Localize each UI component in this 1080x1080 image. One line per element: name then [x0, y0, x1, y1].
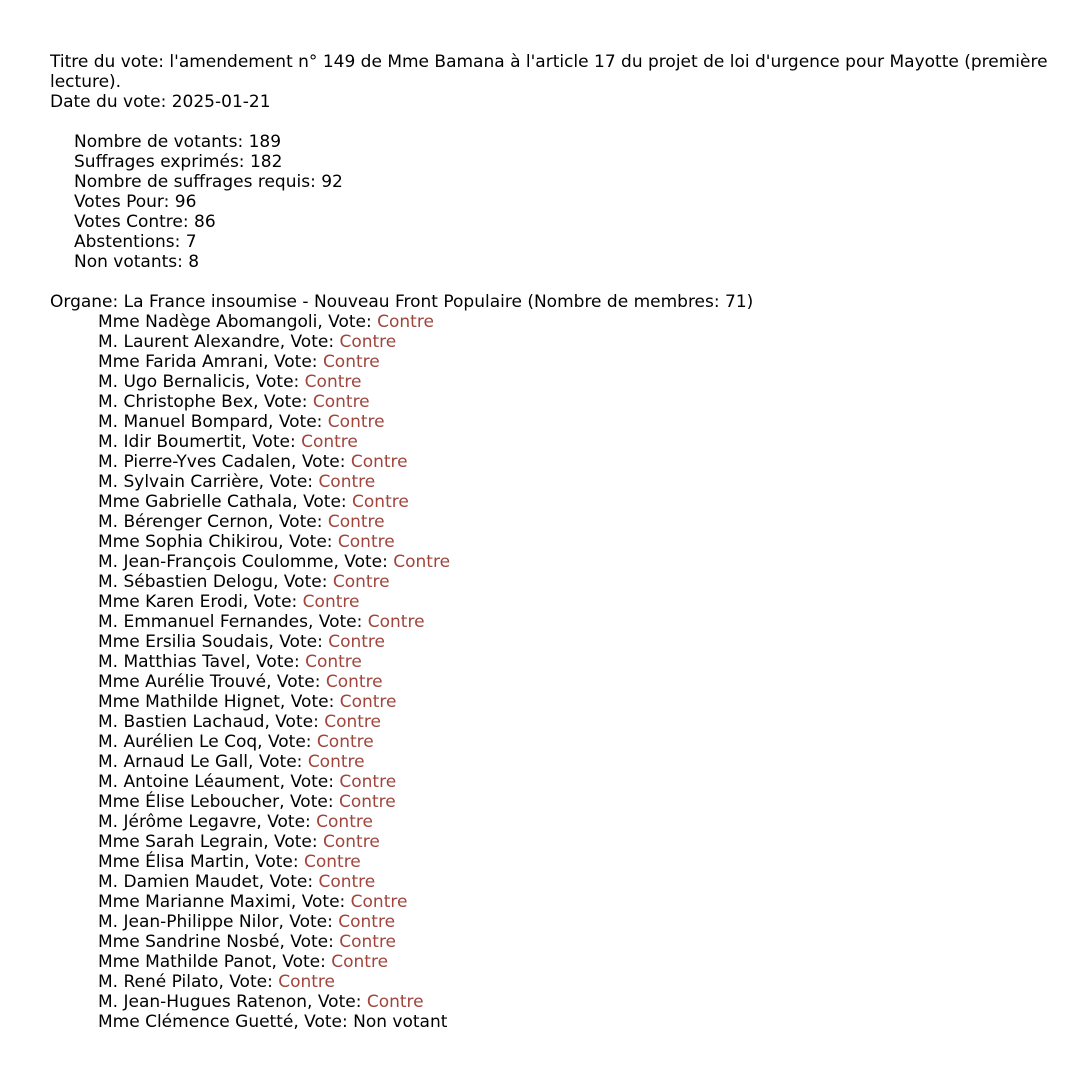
member-name: Mme Karen Erodi — [98, 592, 243, 612]
vote-stats — [50, 132, 1080, 272]
stat-value: 189 — [248, 132, 282, 152]
list-item: M. Matthias Tavel, Vote: Contre — [98, 652, 362, 672]
list-item: Mme Marianne Maximi, Vote: Contre — [98, 892, 408, 912]
member-name: M. Antoine Léaument — [98, 772, 280, 792]
vote-label: Vote: — [252, 432, 296, 452]
list-item: M. Antoine Léaument, Vote: Contre — [98, 772, 397, 792]
list-item: Mme Mathilde Hignet, Vote: Contre — [98, 692, 397, 712]
list-item: M. Arnaud Le Gall, Vote: Contre — [98, 752, 365, 772]
member-vote: Contre — [339, 932, 397, 952]
member-name: Mme Ersilia Soudais — [98, 632, 269, 652]
member-name: M. Emmanuel Fernandes — [98, 612, 308, 632]
member-name: Mme Aurélie Trouvé — [98, 672, 267, 692]
list-item: Mme Mathilde Panot, Vote: Contre — [98, 952, 389, 972]
member-vote: Contre — [305, 652, 362, 672]
organe-name: La France insoumise - Nouveau Front Populaire — [123, 292, 522, 312]
member-name: Mme Mathilde Panot — [98, 952, 272, 972]
list-item: M. Damien Maudet, Vote: Contre — [98, 872, 376, 892]
member-name: M. Bastien Lachaud — [98, 712, 265, 732]
member-name: Mme Élise Leboucher — [98, 792, 280, 812]
member-vote: Contre — [323, 832, 380, 852]
member-name: M. Pierre-Yves Cadalen — [98, 452, 292, 472]
vote-label: Vote: — [288, 532, 333, 552]
member-vote: Contre — [367, 612, 425, 632]
vote-label: Vote: — [301, 452, 346, 472]
list-item: M. Manuel Bompard, Vote: Contre — [98, 412, 385, 432]
vote-label: Vote: — [263, 392, 308, 412]
list-item: Mme Élisa Martin, Vote: Contre — [98, 852, 361, 872]
stat-votants — [74, 132, 1080, 152]
member-vote: Contre — [350, 892, 408, 912]
member-name: Mme Marianne Maximi — [98, 892, 291, 912]
member-vote: Contre — [318, 472, 376, 492]
vote-label: Vote: — [275, 712, 319, 732]
member-vote: Contre — [352, 492, 409, 512]
member-vote: Contre — [327, 412, 385, 432]
list-item: Mme Clémence Guetté, Vote: Non votant — [98, 1012, 448, 1032]
organe-members-count: 71 — [725, 292, 747, 312]
vote-label: Vote: — [279, 632, 323, 652]
vote-label: Vote: — [258, 752, 303, 772]
member-vote: Non votant — [353, 1012, 448, 1032]
member-vote: Contre — [328, 632, 386, 652]
member-name: M. Jean-Hugues Ratenon — [98, 992, 308, 1012]
member-vote: Contre — [324, 712, 382, 732]
list-item: M. Aurélien Le Coq, Vote: Contre — [98, 732, 374, 752]
member-vote: Contre — [393, 552, 451, 572]
member-vote: Contre — [301, 432, 358, 452]
member-vote: Contre — [338, 792, 396, 812]
member-vote: Contre — [278, 972, 336, 992]
vote-label: Vote: — [273, 352, 318, 372]
list-item: M. Idir Boumertit, Vote: Contre — [98, 432, 358, 452]
member-vote: Contre — [312, 392, 370, 412]
member-name: M. Aurélien Le Coq — [98, 732, 258, 752]
organe-members-label: Nombre de membres: — [533, 292, 720, 312]
member-name: M. Jérôme Legavre — [98, 812, 257, 832]
vote-title: l'amendement n° 149 de Mme Bamana à l'article 17 du projet de loi d'urgence pour Mayotte (première lecture). — [50, 52, 1048, 92]
member-vote: Contre — [327, 512, 385, 532]
list-item: M. Jean-Philippe Nilor, Vote: Contre — [98, 912, 396, 932]
member-vote: Contre — [325, 672, 383, 692]
vote-label: Vote: — [255, 852, 299, 872]
spacer — [50, 272, 1080, 292]
stat-value: 92 — [321, 172, 343, 192]
vote-title-line — [50, 52, 1080, 92]
list-item: M. Ugo Bernalicis, Vote: Contre — [98, 372, 362, 392]
vote-label: Vote: — [282, 952, 326, 972]
vote-label: Vote: — [267, 732, 312, 752]
vote-label: Vote: — [274, 832, 318, 852]
organe-heading: Organe: La France insoumise - Nouveau Front Populaire (Nombre de membres: 71) — [50, 292, 754, 312]
member-vote: Contre — [316, 812, 373, 832]
stat-value: 8 — [188, 252, 200, 272]
list-item: M. Jérôme Legavre, Vote: Contre — [98, 812, 373, 832]
member-vote: Contre — [332, 572, 390, 592]
list-item: Mme Karen Erodi, Vote: Contre — [98, 592, 360, 612]
member-name: M. Arnaud Le Gall — [98, 752, 249, 772]
organe-label: Organe: — [50, 292, 119, 312]
member-name: Mme Gabrielle Cathala — [98, 492, 293, 512]
member-name: M. Sébastien Delogu — [98, 572, 274, 592]
stat-value: 96 — [174, 192, 197, 212]
member-vote: Contre — [318, 872, 376, 892]
stat-abstentions — [74, 232, 1080, 252]
member-vote: Contre — [377, 312, 434, 332]
member-name: M. Damien Maudet — [98, 872, 259, 892]
member-name: Mme Sarah Legrain — [98, 832, 264, 852]
stat-label: Nombre de votants: — [74, 132, 244, 152]
vote-label: Vote: — [256, 652, 300, 672]
member-name: Mme Sophia Chikirou — [98, 532, 279, 552]
list-item: M. Sylvain Carrière, Vote: Contre — [98, 472, 376, 492]
list-item: M. Bérenger Cernon, Vote: Contre — [98, 512, 385, 532]
list-item: Mme Sarah Legrain, Vote: Contre — [98, 832, 380, 852]
member-vote: Contre — [339, 772, 397, 792]
list-item: M. Jean-Hugues Ratenon, Vote: Contre — [98, 992, 424, 1012]
member-name: M. Idir Boumertit — [98, 432, 242, 452]
vote-label: Vote: — [290, 932, 334, 952]
vote-label: Vote: — [328, 312, 372, 332]
stat-suffrages-requis — [74, 172, 1080, 192]
stat-votes-pour — [74, 192, 1080, 212]
list-item: Mme Nadège Abomangoli, Vote: Contre — [98, 312, 434, 332]
list-item: M. Christophe Bex, Vote: Contre — [98, 392, 370, 412]
vote-label: Vote: — [289, 792, 334, 812]
member-name: Mme Farida Amrani — [98, 352, 264, 372]
list-item: Mme Sandrine Nosbé, Vote: Contre — [98, 932, 397, 952]
list-item: M. Sébastien Delogu, Vote: Contre — [98, 572, 390, 592]
list-item: M. Pierre-Yves Cadalen, Vote: Contre — [98, 452, 408, 472]
list-item: M. Bastien Lachaud, Vote: Contre — [98, 712, 382, 732]
vote-label: Vote: — [303, 492, 347, 512]
member-vote: Contre — [339, 332, 397, 352]
member-name: Mme Mathilde Hignet — [98, 692, 280, 712]
member-name: Mme Nadège Abomangoli — [98, 312, 318, 332]
vote-label: Vote: — [269, 472, 314, 492]
list-item: M. Jean-François Coulomme, Vote: Contre — [98, 552, 451, 572]
list-item: Mme Gabrielle Cathala, Vote: Contre — [98, 492, 409, 512]
member-name: Mme Élisa Martin — [98, 852, 245, 872]
vote-label: Vote: — [304, 1012, 348, 1032]
member-vote: Contre — [339, 692, 397, 712]
vote-label: Vote: — [276, 672, 321, 692]
member-vote: Contre — [366, 992, 424, 1012]
member-name: M. Sylvain Carrière — [98, 472, 259, 492]
stat-label: Non votants: — [74, 252, 183, 272]
member-name: M. Christophe Bex — [98, 392, 254, 412]
stat-label: Abstentions: — [74, 232, 181, 252]
stat-value: 7 — [185, 232, 197, 252]
list-item: M. René Pilato, Vote: Contre — [98, 972, 336, 992]
vote-date-label: Date du vote: — [50, 92, 167, 112]
vote-date: 2025-01-21 — [171, 92, 271, 112]
stat-suffrages-exprimes — [74, 152, 1080, 172]
vote-date-line — [50, 92, 1080, 112]
member-name: M. Bérenger Cernon — [98, 512, 269, 532]
member-name: M. Manuel Bompard — [98, 412, 269, 432]
member-name: M. Matthias Tavel — [98, 652, 246, 672]
member-vote: Contre — [338, 912, 396, 932]
stat-label: Nombre de suffrages requis: — [74, 172, 316, 192]
vote-label: Vote: — [253, 592, 298, 612]
member-name: M. Jean-Philippe Nilor — [98, 912, 279, 932]
stat-label: Votes Contre: — [74, 212, 189, 232]
vote-label: Vote: — [290, 692, 335, 712]
stat-label: Votes Pour: — [74, 192, 170, 212]
vote-label: Vote: — [267, 812, 311, 832]
member-name: M. Laurent Alexandre — [98, 332, 280, 352]
list-item: Mme Ersilia Soudais, Vote: Contre — [98, 632, 386, 652]
stat-value: 86 — [194, 212, 216, 232]
vote-label: Vote: — [255, 372, 300, 392]
spacer — [50, 112, 1080, 132]
member-vote: Contre — [322, 352, 380, 372]
member-vote: Contre — [304, 372, 362, 392]
member-list — [50, 312, 1080, 1032]
member-vote: Contre — [331, 952, 389, 972]
vote-label: Vote: — [278, 412, 323, 432]
vote-label: Vote: — [290, 772, 334, 792]
list-item: Mme Élise Leboucher, Vote: Contre — [98, 792, 396, 812]
member-vote: Contre — [302, 592, 360, 612]
vote-label: Vote: — [290, 332, 335, 352]
list-item: M. Emmanuel Fernandes, Vote: Contre — [98, 612, 425, 632]
vote-label: Vote: — [283, 572, 328, 592]
stat-label: Suffrages exprimés: — [74, 152, 245, 172]
vote-label: Vote: — [344, 552, 388, 572]
vote-label: Vote: — [269, 872, 314, 892]
vote-document — [50, 52, 1080, 1032]
member-name: M. René Pilato — [98, 972, 219, 992]
vote-label: Vote: — [301, 892, 346, 912]
member-vote: Contre — [303, 852, 361, 872]
member-vote: Contre — [350, 452, 408, 472]
vote-label: Vote: — [289, 912, 333, 932]
stat-non-votants — [74, 252, 1080, 272]
stat-votes-contre — [74, 212, 1080, 232]
list-item: Mme Aurélie Trouvé, Vote: Contre — [98, 672, 383, 692]
stat-value: 182 — [249, 152, 283, 172]
member-name: Mme Sandrine Nosbé — [98, 932, 280, 952]
vote-label: Vote: — [278, 512, 323, 532]
list-item: M. Laurent Alexandre, Vote: Contre — [98, 332, 397, 352]
member-vote: Contre — [337, 532, 395, 552]
vote-label: Vote: — [318, 612, 363, 632]
member-name: Mme Clémence Guetté — [98, 1012, 294, 1032]
member-name: M. Ugo Bernalicis — [98, 372, 245, 392]
member-vote: Contre — [307, 752, 365, 772]
list-item: Mme Farida Amrani, Vote: Contre — [98, 352, 380, 372]
vote-label: Vote: — [229, 972, 273, 992]
vote-label: Vote: — [317, 992, 362, 1012]
member-name: M. Jean-François Coulomme — [98, 552, 334, 572]
member-vote: Contre — [316, 732, 374, 752]
vote-title-label: Titre du vote: — [50, 52, 165, 72]
list-item: Mme Sophia Chikirou, Vote: Contre — [98, 532, 395, 552]
